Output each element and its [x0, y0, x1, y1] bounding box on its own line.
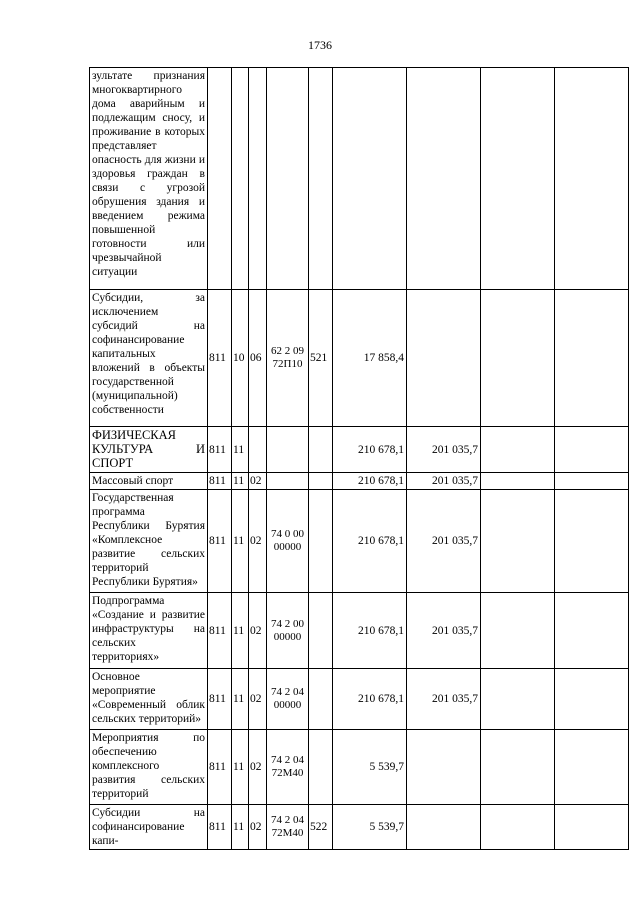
- cell-sum-1: 210 678,1: [333, 490, 407, 593]
- cell-sum-1: 5 539,7: [333, 730, 407, 805]
- cell-sum-2: [407, 290, 481, 427]
- cell-sum-2: 201 035,7: [407, 593, 481, 669]
- table-row: [90, 290, 629, 427]
- cell-pr: [249, 427, 267, 473]
- cell-sum-3: [481, 730, 555, 805]
- cell-pr: 02: [249, 669, 267, 730]
- cell-sum-3: [481, 593, 555, 669]
- cell-gr: 811: [208, 473, 232, 490]
- table-row: [90, 730, 629, 805]
- cell-sum-3: [481, 473, 555, 490]
- cell-rz: 11: [232, 593, 249, 669]
- cell-sum-1: 5 539,7: [333, 805, 407, 850]
- cell-gr: 811: [208, 805, 232, 850]
- cell-sum-4: [555, 669, 629, 730]
- cell-rz: 11: [232, 473, 249, 490]
- cell-sum-4: [555, 490, 629, 593]
- table-row: [90, 593, 629, 669]
- table-row: [90, 805, 629, 850]
- cell-gr: 811: [208, 427, 232, 473]
- cell-csr: 74 0 00 00000: [267, 490, 309, 593]
- cell-sum-2: 201 035,7: [407, 669, 481, 730]
- row-description: Массовый спорт: [90, 473, 208, 490]
- cell-rz: 11: [232, 490, 249, 593]
- cell-csr: [267, 68, 309, 290]
- table-row: [90, 490, 629, 593]
- cell-gr: 811: [208, 490, 232, 593]
- cell-vr: [309, 68, 333, 290]
- cell-rz: 11: [232, 669, 249, 730]
- cell-sum-3: [481, 68, 555, 290]
- row-description: Субсидии на софинансирование капи-: [90, 805, 208, 850]
- row-description: Основное мероприятие «Современный облик сельских территорий»: [90, 669, 208, 730]
- row-description: зультате признания многоквартирного дома аварийным и подлежащим сносу, и проживание в которых представляет опасность для жизни и здоровья граждан в связи с угрозой обрушения здания и введением режима повышенной готовности или чрезвычайной ситуации: [90, 68, 208, 290]
- table-row: [90, 68, 629, 290]
- row-description: ФИЗИЧЕСКАЯ КУЛЬТУРА И СПОРТ: [90, 427, 208, 473]
- cell-csr: 62 2 09 72П10: [267, 290, 309, 427]
- cell-gr: 811: [208, 290, 232, 427]
- cell-sum-2: 201 035,7: [407, 473, 481, 490]
- cell-sum-2: [407, 68, 481, 290]
- row-description: Подпрограмма «Создание и развитие инфраструктуры на сельских территориях»: [90, 593, 208, 669]
- cell-csr: [267, 427, 309, 473]
- row-description: Мероприятия по обеспечению комплексного развития сельских территорий: [90, 730, 208, 805]
- cell-gr: [208, 68, 232, 290]
- cell-sum-3: [481, 490, 555, 593]
- cell-pr: 02: [249, 473, 267, 490]
- cell-sum-4: [555, 290, 629, 427]
- cell-sum-1: 210 678,1: [333, 473, 407, 490]
- cell-sum-4: [555, 473, 629, 490]
- page-number: 1736: [308, 38, 332, 52]
- cell-sum-2: 201 035,7: [407, 427, 481, 473]
- cell-gr: 811: [208, 593, 232, 669]
- cell-pr: 02: [249, 805, 267, 850]
- cell-pr: 02: [249, 593, 267, 669]
- cell-sum-1: 17 858,4: [333, 290, 407, 427]
- cell-sum-1: 210 678,1: [333, 669, 407, 730]
- table-row: [90, 669, 629, 730]
- cell-sum-4: [555, 805, 629, 850]
- cell-vr: [309, 490, 333, 593]
- table-row: [90, 427, 629, 473]
- cell-csr: 74 2 04 72M40: [267, 805, 309, 850]
- cell-sum-3: [481, 427, 555, 473]
- cell-rz: 10: [232, 290, 249, 427]
- cell-vr: [309, 473, 333, 490]
- cell-sum-3: [481, 290, 555, 427]
- cell-pr: 06: [249, 290, 267, 427]
- cell-sum-2: 201 035,7: [407, 490, 481, 593]
- table-row: [90, 473, 629, 490]
- cell-sum-4: [555, 427, 629, 473]
- cell-rz: 11: [232, 730, 249, 805]
- cell-vr: [309, 669, 333, 730]
- cell-csr: 74 2 04 00000: [267, 669, 309, 730]
- cell-sum-1: 210 678,1: [333, 427, 407, 473]
- cell-sum-4: [555, 730, 629, 805]
- cell-sum-3: [481, 669, 555, 730]
- cell-vr: 522: [309, 805, 333, 850]
- cell-sum-2: [407, 805, 481, 850]
- budget-table: [89, 67, 629, 850]
- cell-vr: [309, 427, 333, 473]
- cell-sum-1: [333, 68, 407, 290]
- cell-gr: 811: [208, 669, 232, 730]
- cell-csr: 74 2 04 72M40: [267, 730, 309, 805]
- cell-csr: [267, 473, 309, 490]
- row-description: Субсидии, за исключением субсидий на софинансирование капитальных вложений в объекты государственной (муниципальной) собственности: [90, 290, 208, 427]
- cell-sum-4: [555, 68, 629, 290]
- cell-sum-3: [481, 805, 555, 850]
- cell-vr: 521: [309, 290, 333, 427]
- cell-rz: 11: [232, 427, 249, 473]
- cell-sum-1: 210 678,1: [333, 593, 407, 669]
- row-description: Государственная программа Республики Бурятия «Комплексное развитие сельских территорий Республики Бурятия»: [90, 490, 208, 593]
- cell-vr: [309, 730, 333, 805]
- cell-pr: [249, 68, 267, 290]
- cell-sum-2: [407, 730, 481, 805]
- cell-pr: 02: [249, 490, 267, 593]
- cell-gr: 811: [208, 730, 232, 805]
- cell-sum-4: [555, 593, 629, 669]
- cell-rz: [232, 68, 249, 290]
- cell-vr: [309, 593, 333, 669]
- cell-pr: 02: [249, 730, 267, 805]
- cell-rz: 11: [232, 805, 249, 850]
- cell-csr: 74 2 00 00000: [267, 593, 309, 669]
